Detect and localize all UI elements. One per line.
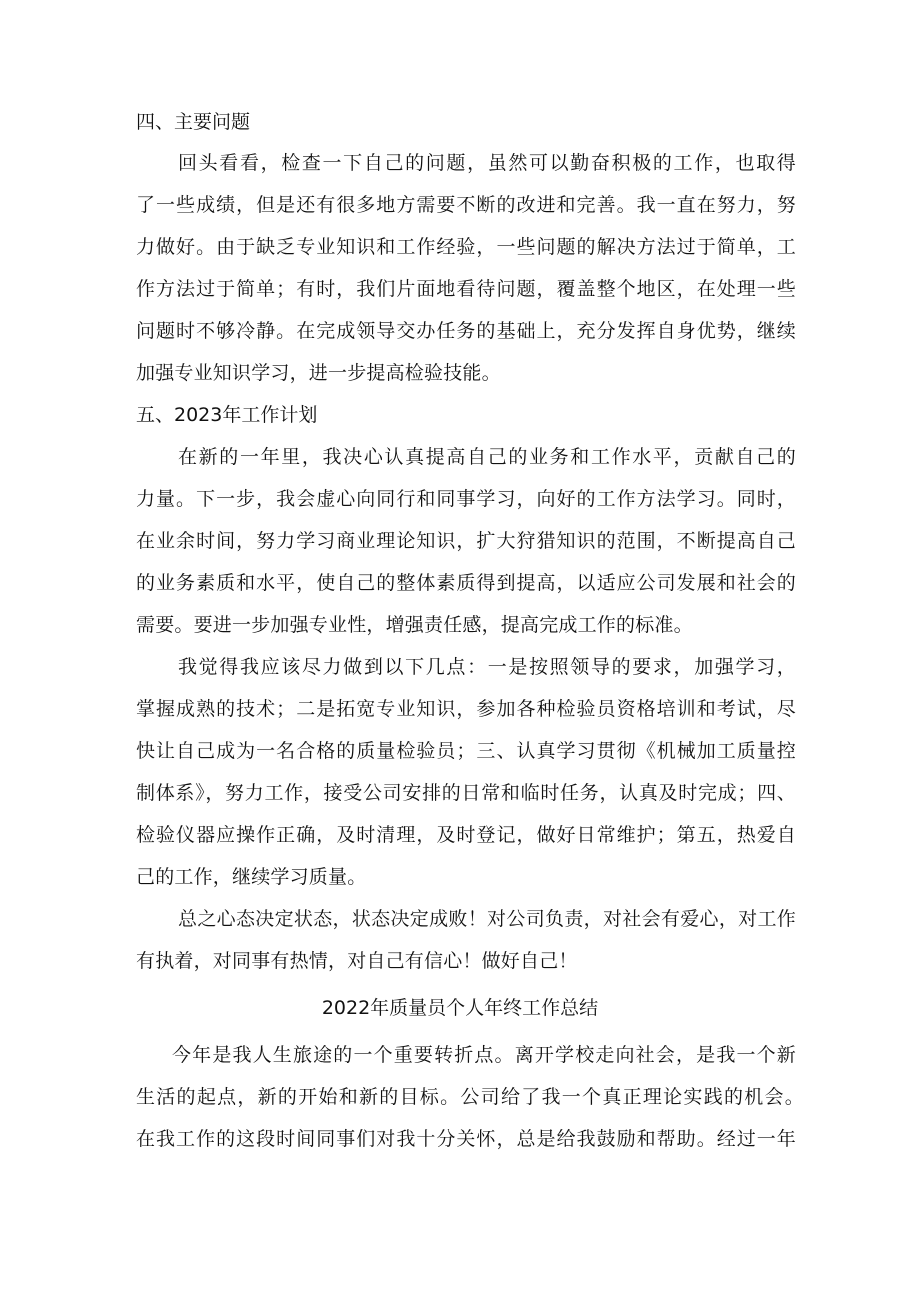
paragraph-line: 掌握成熟的技术；二是拓宽专业知识，参加各种检验员资格培训和考试，尽 — [136, 698, 796, 720]
paragraph-line: 问题时不够冷静。在完成领导交办任务的基础上，充分发挥自身优势，继续 — [136, 320, 796, 342]
paragraph-line: 需要。要进一步加强专业性，增强责任感，提高完成工作的标准。 — [136, 614, 693, 636]
document-title: 2022年质量员个人年终工作总结 — [321, 997, 599, 1019]
paragraph-line: 快让自己成为一名合格的质量检验员；三、认真学习贯彻《机械加工质量控 — [136, 740, 796, 762]
paragraph-line: 有执着，对同事有热情，对自己有信心！做好自己！ — [136, 950, 578, 972]
paragraph-line: 了一些成绩，但是还有很多地方需要不断的改进和完善。我一直在努力，努 — [136, 194, 796, 216]
paragraph-line: 的业务素质和水平，使自己的整体素质得到提高，以适应公司发展和社会的 — [136, 572, 796, 594]
paragraph-line: 生活的起点，新的开始和新的目标。公司给了我一个真正理论实践的机会。 — [136, 1086, 804, 1108]
paragraph-line: 今年是我人生旅途的一个重要转折点。离开学校走向社会，是我一个新 — [172, 1044, 796, 1066]
paragraph-line: 力量。下一步，我会虚心向同行和同事学习，向好的工作方法学习。同时， — [136, 488, 796, 510]
paragraph-line: 己的工作，继续学习质量。 — [136, 866, 367, 888]
paragraph-line: 制体系》，努力工作，接受公司安排的日常和临时任务，认真及时完成；四、 — [136, 782, 796, 804]
paragraph-line: 在新的一年里，我决心认真提高自己的业务和工作水平，贡献自己的 — [178, 446, 796, 468]
paragraph-line: 回头看看，检查一下自己的问题，虽然可以勤奋积极的工作，也取得 — [178, 152, 796, 174]
paragraph-line: 总之心态决定状态，状态决定成败！对公司负责，对社会有爱心，对工作 — [178, 908, 796, 930]
paragraph-line: 力做好。由于缺乏专业知识和工作经验，一些问题的解决方法过于简单，工 — [136, 236, 796, 258]
section-heading-problems: 四、主要问题 — [136, 111, 251, 133]
paragraph-line: 我觉得我应该尽力做到以下几点：一是按照领导的要求，加强学习， — [178, 656, 796, 678]
section-heading-plan: 五、2023年工作计划 — [136, 404, 318, 426]
paragraph-line: 检验仪器应操作正确，及时清理，及时登记，做好日常维护；第五，热爱自 — [136, 824, 796, 846]
paragraph-line: 加强专业知识学习，进一步提高检验技能。 — [136, 362, 501, 384]
paragraph-line: 作方法过于简单；有时，我们片面地看待问题，覆盖整个地区，在处理一些 — [136, 278, 796, 300]
paragraph-line: 在我工作的这段时间同事们对我十分关怀，总是给我鼓励和帮助。经过一年 — [136, 1128, 796, 1150]
paragraph-line: 在业余时间，努力学习商业理论知识，扩大狩猎知识的范围，不断提高自己 — [136, 530, 796, 552]
